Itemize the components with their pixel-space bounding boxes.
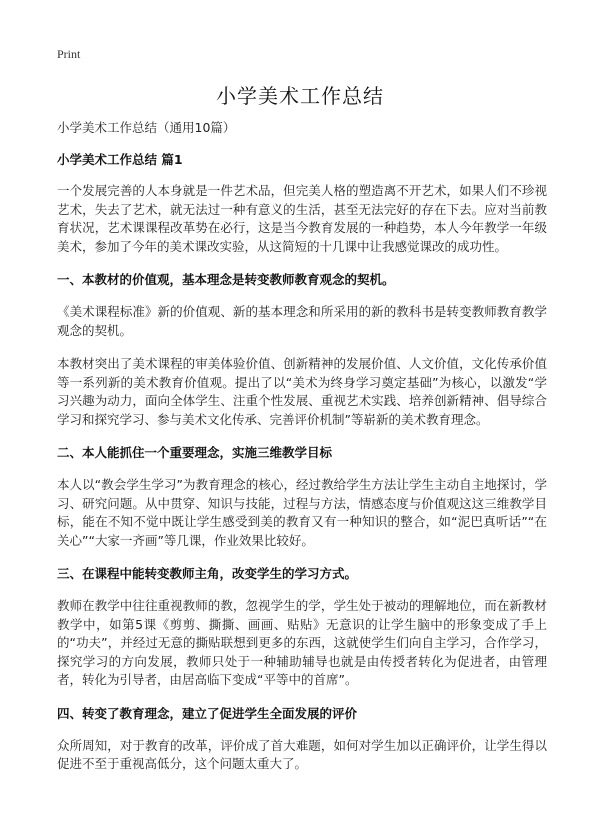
- heading-4: 四、转变了教育理念，建立了促进学生全面发展的评价: [57, 705, 358, 721]
- paragraph-2: 本人以“教会学生学习”为教育理念的核心，经过教给学生方法让学生主动自主地探讨，学习、研究问题。从中贯穿、知识与技能，过程与方法，情感态度与价值观这这三维教学目标，能在不知不觉中既让学生感受到美的教育又有一种知识的整合，如“泥巴真听话”“在关心”“大家一齐画”等几课，作业效果比较好。: [57, 477, 547, 548]
- document-body: [57, 119, 547, 789]
- document-subtitle: 小学美术工作总结（通用10篇）: [57, 120, 236, 135]
- paragraph-1b: 本教材突出了美术课程的审美体验价值、创新精神的发展价值、人文价值，文化传承价值等一系列新的美术教育价值观。提出了以“美术为终身学习奠定基础”为核心，以激发“学习兴趣为动力，面向全体学生、注重个性发展、重视艺术实践、培养创新精神、倡导综合学习和探究学习、参与美术文化传承、完善评价机制”等崭新的美术教育理念。: [57, 356, 547, 427]
- paragraph-4: 众所周知，对于教育的改革，评价成了首大难题，如何对学生加以正确评价，让学生得以促进不至于重视高低分，这个问题太重大了。: [57, 737, 547, 771]
- document-title: 小学美术工作总结: [216, 84, 384, 108]
- heading-2: 二、本人能抓住一个重要理念，实施三维教学目标: [57, 445, 333, 460]
- paragraph-intro: 一个发展完善的人本身就是一件艺术品，但完美人格的塑造离不开艺术，如果人们不珍视艺术，失去了艺术，就无法过一种有意义的生活，甚至无法完好的存在下去。应对当前教育状况，艺术课课程改革势在必行，这是当今教育发展的一种趋势，本人今年教学一年级美术，参加了今年的美术课改实验，从这简短的十几课中让我感觉课改的成功性。: [57, 183, 547, 254]
- print-label: Print: [57, 47, 81, 61]
- heading-1: 一、本教材的价值观，基本理念是转变教师教育观念的契机。: [57, 272, 395, 287]
- heading-3: 三、在课程中能转变教师主角，改变学生的学习方式。: [57, 566, 358, 581]
- paragraph-3: 教师在教学中往往重视教师的教，忽视学生的学，学生处于被动的理解地位，而在新教材教学中，如第5课《剪剪、撕撕、画画、贴贴》无意识的让学生脑中的形象变成了手上的“功夫”，并经过无意的撕贴联想到更多的东西，这就使学生们向自主学习，合作学习，探究学习的方向发展，教师只处于一种辅助辅导也就是由传授者转化为促进者，由管理者，转化为引导者，由居高临下变成“平等中的首席”。: [57, 598, 547, 687]
- section-title: 小学美术工作总结 篇1: [57, 152, 183, 167]
- paragraph-1a: 《美术课程标准》新的价值观、新的基本理念和所采用的新的教科书是转变教师教育教学观念的契机。: [57, 304, 547, 338]
